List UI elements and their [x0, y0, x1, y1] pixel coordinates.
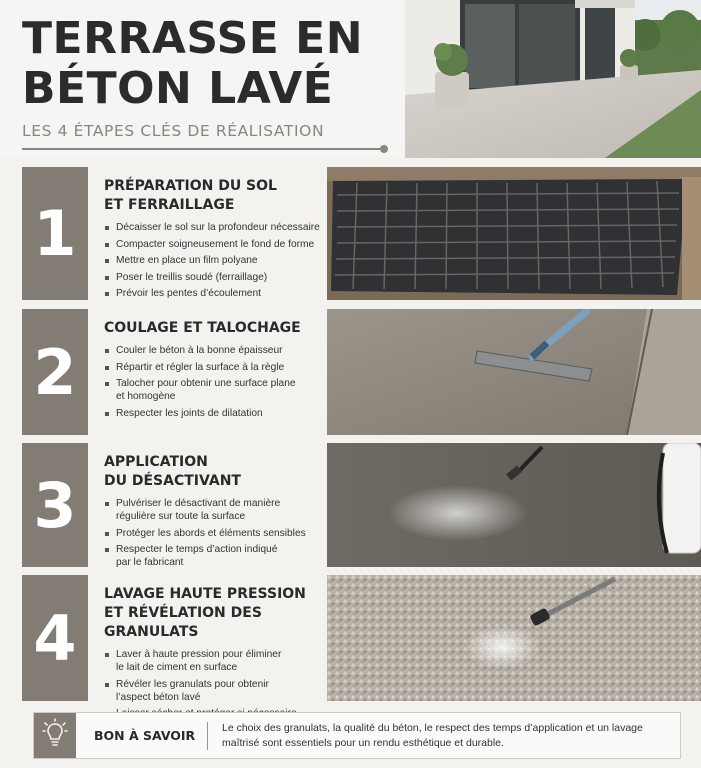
bullet-item: Mettre en place un film polyane	[104, 254, 324, 267]
step-number-box	[22, 443, 88, 567]
step-title: PRÉPARATION DU SOL ET FERRAILLAGE	[104, 178, 277, 213]
step-bullet-list	[104, 497, 324, 569]
bullet-item: Laver à haute pression pour éliminer le lait de ciment en surface	[104, 648, 324, 674]
tip-icon-box	[34, 713, 76, 758]
step-number: 4	[33, 601, 77, 675]
step-number: 2	[33, 335, 77, 409]
good-to-know-box	[33, 712, 681, 759]
step-content	[104, 309, 324, 423]
step-title: COULAGE ET TALOCHAGE	[104, 320, 301, 336]
bullet-item: Protéger les abords et éléments sensibles	[104, 527, 324, 540]
step-content	[104, 575, 324, 724]
step-bullet-list	[104, 648, 324, 720]
tip-label: BON À SAVOIR	[94, 728, 196, 743]
bullet-item: Révéler les granulats pour obtenir l’aspect béton lavé	[104, 678, 324, 704]
bullet-item: Répartir et régler la surface à la règle	[104, 361, 324, 374]
step-4	[22, 575, 701, 701]
step-2	[22, 309, 701, 435]
step-3	[22, 443, 701, 567]
bullet-item: Respecter les joints de dilatation	[104, 407, 324, 420]
step-title: LAVAGE HAUTE PRESSION ET RÉVÉLATION DES GRANULATS	[104, 586, 306, 640]
header	[0, 0, 701, 158]
photo-concrete-trowel	[327, 309, 701, 435]
step-bullet-list	[104, 344, 324, 420]
photo-spraying-deactivator	[327, 443, 701, 567]
bullet-item: Poser le treillis soudé (ferraillage)	[104, 271, 324, 284]
bullet-item: Décaisser le sol sur la profondeur nécessaire	[104, 221, 324, 234]
hero-image-house-terrace	[405, 0, 701, 158]
title-line-1: TERRASSE EN	[22, 13, 364, 64]
bullet-item: Talocher pour obtenir une surface plane et homogène	[104, 377, 324, 403]
title-line-2: BÉTON LAVÉ	[22, 63, 334, 114]
step-number-box	[22, 575, 88, 701]
page-subtitle: LES 4 ÉTAPES CLÉS DE RÉALISATION	[22, 122, 325, 140]
step-1	[22, 167, 701, 300]
step-number: 3	[33, 468, 77, 542]
tip-divider	[207, 722, 208, 750]
bullet-item: Pulvériser le désactivant de manière régulière sur toute la surface	[104, 497, 324, 523]
lightbulb-icon	[42, 718, 68, 753]
bullet-item: Prévoir les pentes d’écoulement	[104, 287, 324, 300]
step-bullet-list	[104, 221, 324, 300]
bullet-item: Respecter le temps d’action indiqué par le fabricant	[104, 543, 324, 569]
step-content	[104, 167, 324, 304]
photo-rebar-grid	[327, 167, 701, 300]
bullet-item: Compacter soigneusement le fond de forme	[104, 238, 324, 251]
tip-text: Le choix des granulats, la qualité du béton, le respect des temps d’application et un lavage maîtrisé sont essentiels pour un rendu esthétique et durable.	[222, 722, 643, 749]
step-content	[104, 443, 324, 573]
step-number-box	[22, 309, 88, 435]
divider-dot	[380, 145, 388, 153]
bullet-item: Couler le béton à la bonne épaisseur	[104, 344, 324, 357]
photo-pressure-washing	[327, 575, 701, 701]
page-title	[22, 14, 402, 114]
step-number-box	[22, 167, 88, 300]
step-number: 1	[33, 197, 77, 270]
subtitle-divider	[22, 148, 384, 150]
step-title: APPLICATION DU DÉSACTIVANT	[104, 454, 241, 489]
